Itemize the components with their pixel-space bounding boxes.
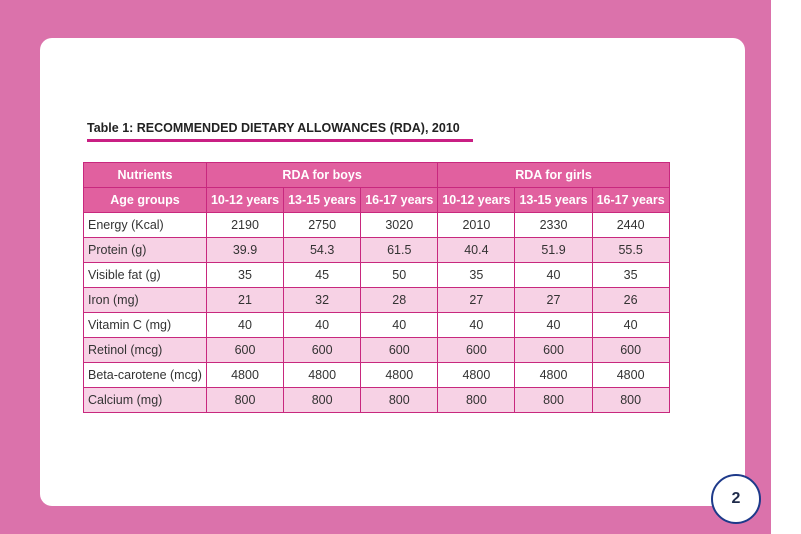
table-cell: 800 xyxy=(438,388,515,413)
title-underline xyxy=(87,139,473,142)
header-age-girls-10-12: 10-12 years xyxy=(438,188,515,213)
table-cell: 4800 xyxy=(515,363,592,388)
table-cell: 600 xyxy=(361,338,438,363)
table-row-protein xyxy=(84,238,670,263)
table-cell: 800 xyxy=(206,388,283,413)
table-cell: 35 xyxy=(438,263,515,288)
table-cell: 3020 xyxy=(361,213,438,238)
nutrient-label: Calcium (mg) xyxy=(84,388,207,413)
table-cell: 2440 xyxy=(592,213,669,238)
table-cell: 2190 xyxy=(206,213,283,238)
table-cell: 27 xyxy=(515,288,592,313)
table-row-iron xyxy=(84,288,670,313)
table-cell: 35 xyxy=(592,263,669,288)
rda-table xyxy=(83,162,670,413)
nutrient-label: Beta-carotene (mcg) xyxy=(84,363,207,388)
table-cell: 2750 xyxy=(284,213,361,238)
nutrient-label: Energy (Kcal) xyxy=(84,213,207,238)
table-row-vitamin-c xyxy=(84,313,670,338)
table-cell: 600 xyxy=(438,338,515,363)
table-cell: 4800 xyxy=(361,363,438,388)
table-cell: 61.5 xyxy=(361,238,438,263)
table-title: Table 1: RECOMMENDED DIETARY ALLOWANCES (RDA), 2010 xyxy=(87,121,460,135)
table-cell: 600 xyxy=(206,338,283,363)
table-cell: 26 xyxy=(592,288,669,313)
table-cell: 600 xyxy=(284,338,361,363)
table-cell: 40.4 xyxy=(438,238,515,263)
nutrient-label: Retinol (mcg) xyxy=(84,338,207,363)
table-row-calcium xyxy=(84,388,670,413)
table-cell: 800 xyxy=(515,388,592,413)
page-number-badge: 2 xyxy=(711,474,761,524)
table-row-beta-carotene xyxy=(84,363,670,388)
table-cell: 54.3 xyxy=(284,238,361,263)
table-cell: 4800 xyxy=(592,363,669,388)
header-age-boys-10-12: 10-12 years xyxy=(206,188,283,213)
table-cell: 45 xyxy=(284,263,361,288)
table-cell: 600 xyxy=(592,338,669,363)
header-age-girls-13-15: 13-15 years xyxy=(515,188,592,213)
nutrient-label: Iron (mg) xyxy=(84,288,207,313)
table-cell: 600 xyxy=(515,338,592,363)
table-cell: 40 xyxy=(284,313,361,338)
table-cell: 32 xyxy=(284,288,361,313)
nutrient-label: Protein (g) xyxy=(84,238,207,263)
header-row-ages xyxy=(84,188,670,213)
table-cell: 4800 xyxy=(438,363,515,388)
table-cell: 28 xyxy=(361,288,438,313)
table-cell: 51.9 xyxy=(515,238,592,263)
nutrient-label: Vitamin C (mg) xyxy=(84,313,207,338)
table-cell: 800 xyxy=(361,388,438,413)
table-cell: 35 xyxy=(206,263,283,288)
table-cell: 40 xyxy=(206,313,283,338)
table-cell: 40 xyxy=(515,263,592,288)
table-cell: 800 xyxy=(284,388,361,413)
table-cell: 2010 xyxy=(438,213,515,238)
table-cell: 40 xyxy=(438,313,515,338)
header-row-groups xyxy=(84,163,670,188)
table-cell: 800 xyxy=(592,388,669,413)
table-cell: 40 xyxy=(592,313,669,338)
table-cell: 4800 xyxy=(284,363,361,388)
table-cell: 2330 xyxy=(515,213,592,238)
table-row-visible-fat xyxy=(84,263,670,288)
header-age-boys-16-17: 16-17 years xyxy=(361,188,438,213)
table-cell: 4800 xyxy=(206,363,283,388)
table-cell: 55.5 xyxy=(592,238,669,263)
header-rda-girls: RDA for girls xyxy=(438,163,669,188)
table-cell: 39.9 xyxy=(206,238,283,263)
table-cell: 40 xyxy=(361,313,438,338)
document-page xyxy=(40,38,745,506)
table-row-energy xyxy=(84,213,670,238)
table-cell: 27 xyxy=(438,288,515,313)
header-age-groups: Age groups xyxy=(84,188,207,213)
header-age-boys-13-15: 13-15 years xyxy=(284,188,361,213)
header-age-girls-16-17: 16-17 years xyxy=(592,188,669,213)
header-rda-boys: RDA for boys xyxy=(206,163,437,188)
table-cell: 40 xyxy=(515,313,592,338)
table-cell: 50 xyxy=(361,263,438,288)
header-nutrients: Nutrients xyxy=(84,163,207,188)
nutrient-label: Visible fat (g) xyxy=(84,263,207,288)
table-row-retinol xyxy=(84,338,670,363)
right-edge-strip xyxy=(771,0,801,534)
table-cell: 21 xyxy=(206,288,283,313)
